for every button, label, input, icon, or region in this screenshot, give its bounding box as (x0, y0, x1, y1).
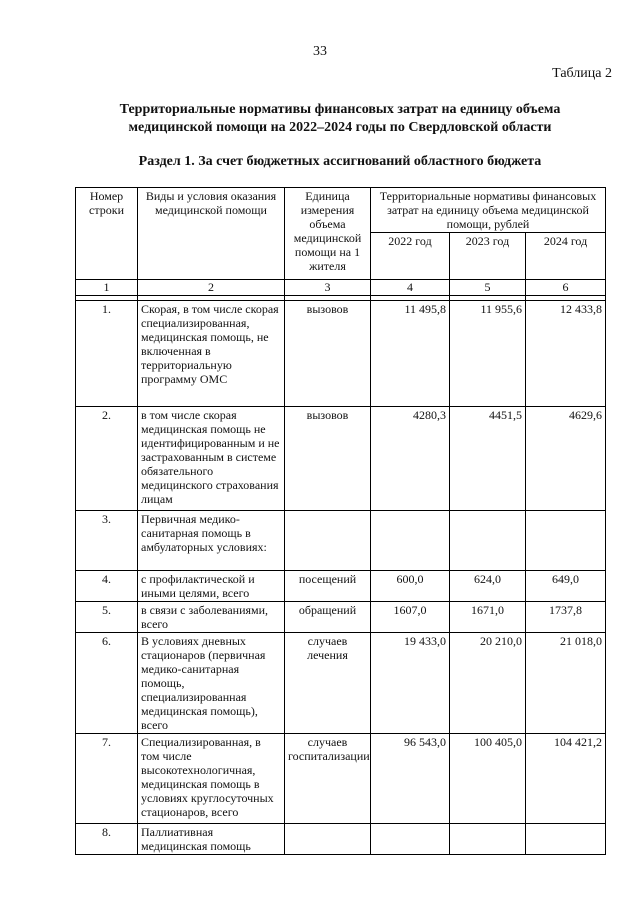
value-2022: 1607,0 (371, 602, 450, 633)
value-2022 (371, 824, 450, 855)
row-unit: вызовов (285, 407, 371, 511)
value-2023: 624,0 (450, 571, 526, 602)
header-2024: 2024 год (526, 233, 606, 280)
value-2024: 104 421,2 (526, 734, 606, 824)
row-number: 4. (76, 571, 138, 602)
row-number: 7. (76, 734, 138, 824)
row-number: 2. (76, 407, 138, 511)
header-unit: Единица измерения объема медицинской помощи на 1 жителя (285, 188, 371, 280)
header-kinds: Виды и условия оказания медицинской помощи (138, 188, 285, 280)
value-2023: 4451,5 (450, 407, 526, 511)
row-description: с профилактической и иными целями, всего (138, 571, 285, 602)
row-unit: вызовов (285, 301, 371, 407)
column-number: 6 (526, 280, 606, 296)
page-number: 33 (313, 44, 327, 59)
row-number: 5. (76, 602, 138, 633)
row-number: 3. (76, 511, 138, 571)
table-label: Таблица 2 (552, 66, 612, 81)
column-numbers-row (76, 280, 606, 296)
table-row (76, 301, 606, 407)
row-unit: случаев госпитализации (285, 734, 371, 824)
value-2022: 96 543,0 (371, 734, 450, 824)
row-description: Скорая, в том числе скорая специализированная, медицинская помощь, не включенная в территориальную программу ОМС (138, 301, 285, 407)
value-2022: 19 433,0 (371, 633, 450, 734)
row-description: Специализированная, в том числе высокотехнологичная, медицинская помощь в условиях круглосуточных стационаров, всего (138, 734, 285, 824)
value-2024: 21 018,0 (526, 633, 606, 734)
value-2023: 11 955,6 (450, 301, 526, 407)
value-2024: 4629,6 (526, 407, 606, 511)
header-2023: 2023 год (450, 233, 526, 280)
value-2022: 4280,3 (371, 407, 450, 511)
row-number: 6. (76, 633, 138, 734)
header-row (76, 188, 606, 233)
row-unit (285, 824, 371, 855)
column-number: 1 (76, 280, 138, 296)
table-row (76, 633, 606, 734)
title-line-2: медицинской помощи на 2022–2024 годы по Свердловской области (128, 120, 552, 135)
title-line-1: Территориальные нормативы финансовых затрат на единицу объема (119, 102, 561, 117)
row-number: 8. (76, 824, 138, 855)
row-description: В условиях дневных стационаров (первичная медико-санитарная помощь, специализированная медицинская помощь), всего (138, 633, 285, 734)
column-number: 5 (450, 280, 526, 296)
row-unit: посещений (285, 571, 371, 602)
row-unit (285, 511, 371, 571)
header-norms: Территориальные нормативы финансовых затрат на единицу объема медицинской помощи, рублей (371, 188, 606, 233)
row-number: 1. (76, 301, 138, 407)
value-2022: 11 495,8 (371, 301, 450, 407)
row-description: в связи с заболеваниями, всего (138, 602, 285, 633)
table-row (76, 734, 606, 824)
value-2023 (450, 511, 526, 571)
column-number: 2 (138, 280, 285, 296)
row-description: Паллиативная медицинская помощь (138, 824, 285, 855)
table-row (76, 571, 606, 602)
row-description: в том числе скорая медицинская помощь не идентифицированным и не застрахованным в системе обязательного медицинского страхования лицам (138, 407, 285, 511)
column-number: 3 (285, 280, 371, 296)
norms-table (75, 187, 606, 855)
table-row (76, 407, 606, 511)
document-title (60, 101, 620, 137)
column-number: 4 (371, 280, 450, 296)
value-2022: 600,0 (371, 571, 450, 602)
value-2024: 12 433,8 (526, 301, 606, 407)
header-2022: 2022 год (371, 233, 450, 280)
table-row (76, 511, 606, 571)
section-title: Раздел 1. За счет бюджетных ассигнований областного бюджета (138, 154, 542, 169)
table-row (76, 824, 606, 855)
value-2022 (371, 511, 450, 571)
value-2023: 100 405,0 (450, 734, 526, 824)
header-row-number: Номер строки (76, 188, 138, 280)
row-unit: случаев лечения (285, 633, 371, 734)
table-row (76, 602, 606, 633)
row-unit: обращений (285, 602, 371, 633)
row-description: Первичная медико-санитарная помощь в амбулаторных условиях: (138, 511, 285, 571)
value-2024 (526, 511, 606, 571)
value-2023: 1671,0 (450, 602, 526, 633)
value-2023: 20 210,0 (450, 633, 526, 734)
value-2024 (526, 824, 606, 855)
value-2024: 649,0 (526, 571, 606, 602)
value-2023 (450, 824, 526, 855)
value-2024: 1737,8 (526, 602, 606, 633)
